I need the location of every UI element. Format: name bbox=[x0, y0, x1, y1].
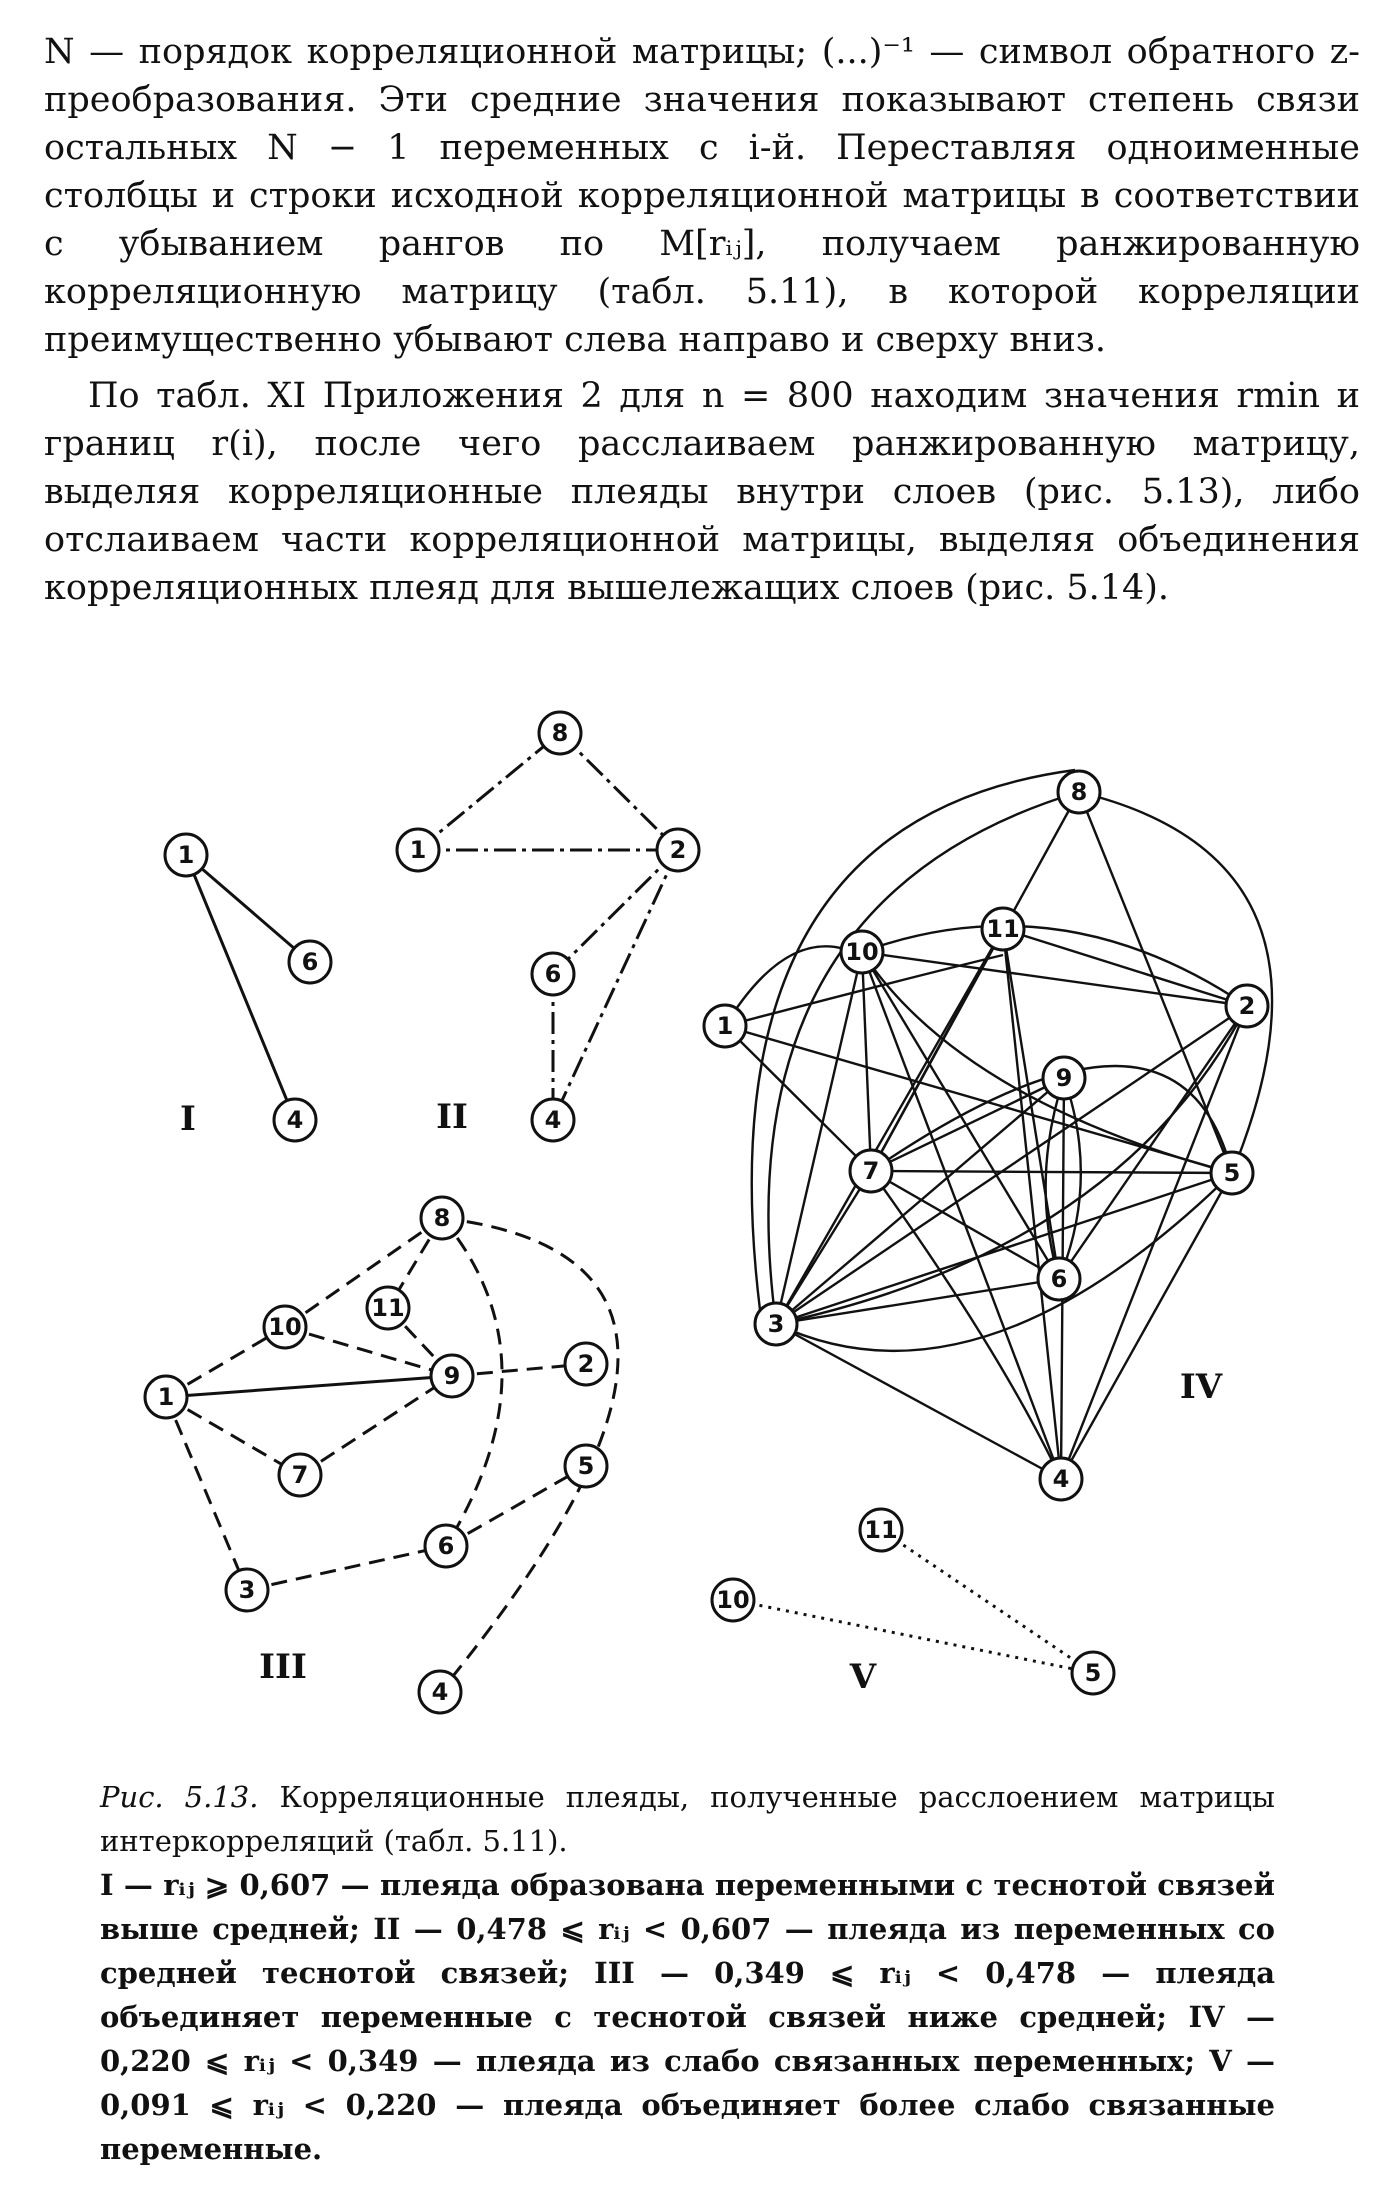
edge-11-5 bbox=[881, 1530, 1093, 1673]
node-label: 4 bbox=[286, 1106, 304, 1134]
node-label: 9 bbox=[1055, 1064, 1073, 1092]
caption-legend: I — rᵢⱼ ⩾ 0,607 — плеяда образована переменными с теснотой связей выше средней; II — 0,478 ⩽ rᵢⱼ < 0,607 — плеяда из переменных со средней теснотой связей; III — 0,349 ⩽ rᵢⱼ < 0,478 — плеяда объединяет переменные с теснотой связей ниже средней; IV — 0,220 ⩽ rᵢⱼ < 0,349 — плеяда из слабо связанных переменных; V — 0,091 ⩽ rᵢⱼ < 0,220 — плеяда объединяет более слабо связанные переменные. bbox=[100, 1868, 1275, 2166]
edge-2-6 bbox=[553, 850, 678, 974]
edge-3-6 bbox=[776, 1279, 1059, 1324]
edge-1-8 bbox=[418, 733, 560, 850]
node-label: 8 bbox=[433, 1204, 451, 1232]
panel-label-ii: II bbox=[436, 1097, 468, 1137]
edge-7-9 bbox=[300, 1376, 452, 1475]
node-label: 6 bbox=[437, 1532, 455, 1560]
node-label: 5 bbox=[1223, 1159, 1241, 1187]
node-label: 4 bbox=[431, 1678, 449, 1706]
node-label: 2 bbox=[577, 1350, 595, 1378]
edge-1-7 bbox=[166, 1397, 300, 1475]
node-label: 3 bbox=[238, 1576, 256, 1604]
node-label: 7 bbox=[862, 1157, 880, 1185]
edge-3-6 bbox=[247, 1546, 446, 1590]
caption-label: Рис. 5.13. bbox=[100, 1780, 259, 1814]
node-label: 7 bbox=[291, 1461, 309, 1489]
node-label: 4 bbox=[1052, 1465, 1070, 1493]
node-label: 1 bbox=[177, 841, 195, 869]
paragraph-1: N — порядок корреляционной матрицы; (...)⁻¹ — символ обратного z-преобразования. Эти средние значения показывают степень связи остальных N − 1 переменных с i-й. Переставляя одноименные столбцы и строки исходной корреляционной матрицы в соответствии с убыванием рангов по M[rᵢⱼ], получаем ранжированную корреляционную матрицу (табл. 5.11), в которой корреляции преимущественно убывают слева направо и сверху вниз. bbox=[44, 32, 1360, 360]
panel-iii-nodes bbox=[145, 1197, 607, 1713]
panel-v-graph bbox=[733, 1530, 1093, 1673]
edge-10-4 bbox=[862, 952, 1061, 1479]
edge-7-10 bbox=[862, 952, 871, 1171]
node-label: 8 bbox=[1070, 778, 1088, 806]
panel-ii-graph bbox=[418, 733, 678, 1120]
node-label: 11 bbox=[986, 915, 1020, 943]
node-label: 9 bbox=[443, 1362, 461, 1390]
node-label: 8 bbox=[551, 719, 569, 747]
edge-3-5 bbox=[776, 1173, 1232, 1324]
node-label: 10 bbox=[268, 1313, 302, 1341]
node-label: 4 bbox=[544, 1106, 562, 1134]
paragraph-2: По табл. XI Приложения 2 для n = 800 находим значения rmin и границ r(i), после чего расслаиваем ранжированную матрицу, выделяя корреляционные плеяды внутри слоев (рис. 5.13), либо отслаиваем части корреляционной матрицы, выделяя объединения корреляционных плеяд для вышележащих слоев (рис. 5.14). bbox=[44, 376, 1360, 608]
node-label: 1 bbox=[157, 1383, 175, 1411]
panel-ii-nodes bbox=[397, 712, 699, 1141]
edge-3-7 bbox=[776, 1171, 871, 1324]
edge-1-3 bbox=[166, 1397, 247, 1590]
edge-5-4 bbox=[1061, 1173, 1232, 1479]
node-label: 5 bbox=[1084, 1659, 1102, 1687]
figure-caption bbox=[100, 1775, 1275, 2171]
edge-10-2 bbox=[862, 952, 1247, 1006]
node-label: 10 bbox=[845, 938, 879, 966]
node-label: 3 bbox=[767, 1310, 785, 1338]
panel-label-iii: III bbox=[259, 1647, 307, 1687]
edge-10-8 bbox=[285, 1218, 442, 1327]
panel-v-nodes bbox=[712, 1509, 1114, 1694]
edge-1-4 bbox=[186, 855, 295, 1120]
caption-title-line bbox=[100, 1775, 1275, 1863]
panel-i-nodes bbox=[165, 834, 331, 1141]
node-label: 11 bbox=[371, 1294, 405, 1322]
node-label: 11 bbox=[864, 1516, 898, 1544]
panel-iii-solid bbox=[166, 1376, 452, 1397]
edge-3-10 bbox=[776, 952, 862, 1324]
node-label: 6 bbox=[301, 948, 319, 976]
panel-label-v: V bbox=[849, 1657, 877, 1697]
node-label: 6 bbox=[1050, 1265, 1068, 1293]
edge-1-9 bbox=[166, 1376, 452, 1397]
edge-1-6 bbox=[186, 855, 310, 962]
edge-3-4 bbox=[776, 1324, 1061, 1479]
panel-label-i: I bbox=[180, 1099, 196, 1139]
node-label: 2 bbox=[1238, 992, 1256, 1020]
panel-label-iv: IV bbox=[1179, 1367, 1223, 1407]
panel-i-graph bbox=[186, 855, 310, 1120]
node-label: 10 bbox=[716, 1586, 750, 1614]
caption-title: Корреляционные плеяды, полученные расслоением матрицы интеркорреляций (табл. 5.11). bbox=[100, 1780, 1275, 1858]
node-label: 5 bbox=[577, 1452, 595, 1480]
edge-11-4 bbox=[1003, 929, 1061, 1479]
edge-1-10 bbox=[725, 946, 860, 1026]
edge-3-5-arc bbox=[776, 1173, 1232, 1351]
edge-11-2 bbox=[1003, 929, 1247, 1006]
node-label: 1 bbox=[409, 836, 427, 864]
edge-10-2-arc bbox=[862, 926, 1247, 1006]
node-label: 2 bbox=[669, 836, 687, 864]
edge-7-5 bbox=[871, 1171, 1232, 1173]
edge-3-2 bbox=[776, 1006, 1247, 1324]
node-label: 1 bbox=[716, 1012, 734, 1040]
edge-8-2 bbox=[560, 733, 678, 850]
node-label: 6 bbox=[544, 960, 562, 988]
edge-3-9 bbox=[776, 1078, 1064, 1324]
